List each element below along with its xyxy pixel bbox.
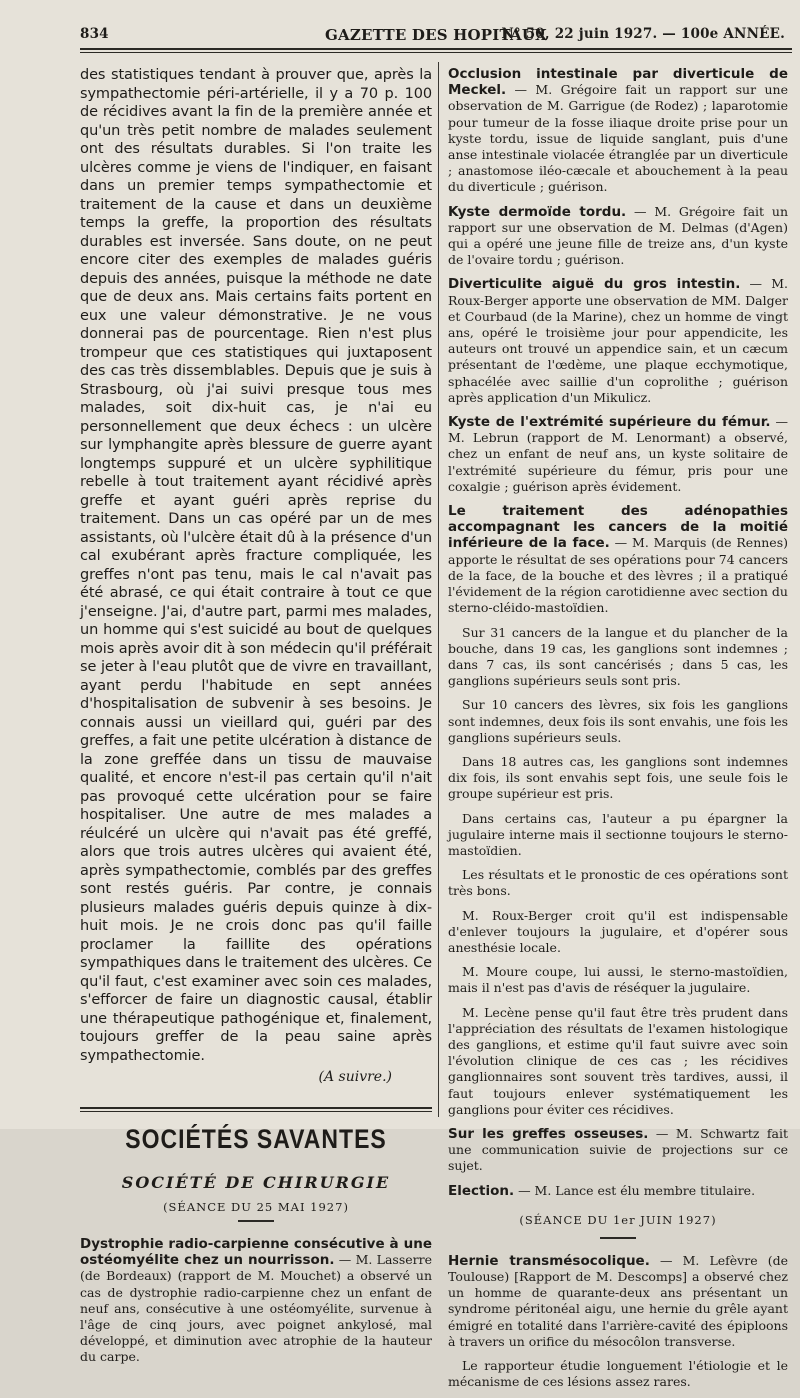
right-column [448,66,788,1398]
report-heading: Kyste de l'extrémité supérieure du fémur. [448,414,771,431]
header-rule-thin [80,52,792,53]
report-item [448,1183,788,1199]
report-body: — M. Grégoire fait un rapport sur une observation de M. Delmas (d'Agen) qui a opéré une jeune fille de treize ans, d'un kyste de l'ovaire tordu ; guérison. [448,203,788,268]
report-heading: Le traitement des adénopathies accompagnant les cancers de la moitié inférieure de la face. [448,503,788,552]
paragraph: Sur 31 cancers de la langue et du plancher de la bouche, dans 19 cas, les ganglions sont indemnes ; dans 7 cas, ils sont cancérisés ; dans 5 cas, les ganglions supérieurs seuls sont pris. [448,624,788,689]
to-be-continued: (A suivre.) [318,1069,392,1085]
paragraph: Les résultats et le pronostic de ces opérations sont très bons. [448,867,788,899]
report-body: — M. Lebrun (rapport de M. Lenormant) a observé, chez un enfant de neuf ans, un kyste solitaire de l'extrémité supérieure du fémur, pris pour une coxalgie ; guérison après évidement. [448,414,788,494]
report-heading: Hernie transmésocolique. [448,1252,650,1269]
report-heading: Occlusion intestinale par diverticule de Meckel. [448,66,788,99]
page-number: 834 [80,26,109,42]
left-column [80,66,432,1370]
paragraph: Dans certains cas, l'auteur a pu épargner la jugulaire interne mais il sectionne toujours le sterno-mastoïdien. [448,810,788,858]
report-heading: Election. [448,1182,515,1199]
section-title: SOCIÉTÉS SAVANTES [125,1123,387,1154]
journal-title: GAZETTE DES HOPITAUX [325,26,548,44]
report-body: — M. Grégoire fait un rapport sur une observation de M. Garrigue (de Rodez) ; laparotomie pour tumeur de la fosse iliaque droite prise pour un kyste tordu, issue de liquide sanglant, puis d'une anse intestinale violacée étranglée par un diverticule ; anastomose iléo-cæcale et abouchement à la peau du diverticule ; guérison. [448,82,788,195]
report-body: — M. Roux-Berger apporte une observation de MM. Dalger et Courbaud (de la Marine), chez un homme de vingt ans, opéré le troisième jour pour appendicite, les auteurs ont trouvé un appendice sain, et un cæcum présentant de l'œdème, une plaque ecchymotique, sphacélée avec saillie d'un coprolithe ; guérison après application d'un Mikulicz. [448,276,788,405]
column-divider [438,62,439,1117]
report-item [448,1126,788,1175]
report-item [448,1253,788,1350]
paragraph: M. Lecène pense qu'il faut être très prudent dans l'appréciation des résultats de l'examen histologique des ganglions, et estime qu'il faut suivre avec soin l'évolution clinique de ces cas ; les récidives ganglionnaires sont souvent très tardives, aussi, il faut toujours enlever systématiquement les ganglions pour éviter ces récidives. [448,1004,788,1117]
paragraph: M. Roux-Berger croit qu'il est indispensable d'enlever toujours la jugulaire, et d'opérer sous anesthésie locale. [448,907,788,955]
short-rule [238,1220,274,1222]
paragraph: M. Moure coupe, lui aussi, le sterno-mastoïdien, mais il n'est pas d'avis de réséquer la jugulaire. [448,964,788,996]
report-item [448,66,788,196]
report-item [448,414,788,495]
report-body: — M. Marquis (de Rennes) apporte le résultat de ses opérations pour 74 cancers de la face, de la bouche et des lèvres ; il a pratiqué l'évidement de la région carotidienne avec section du sterno-cléido-mastoïdien. [448,535,788,616]
short-rule [600,1237,636,1239]
report-heading: Dystrophie radio-carpienne consécutive à une ostéomyélite chez un nourrisson. [80,1236,432,1269]
section-rule [80,1107,432,1109]
page-header [80,26,785,50]
report-heading: Diverticulite aiguë du gros intestin. [448,276,741,293]
report-body: — M. Lance est élu membre titulaire. [514,1182,756,1198]
report-heading: Sur les greffes osseuses. [448,1125,649,1142]
issue-info: N° 50, 22 juin 1927. — 100e ANNÉE. [501,26,785,42]
paragraph: Le rapporteur étudie longuement l'étiologie et le mécanisme de ces lésions assez rares. [448,1358,788,1390]
session-date: (SÉANCE DU 1er JUIN 1927) [519,1212,717,1227]
header-rule [80,48,792,50]
report-heading: Kyste dermoïde tordu. [448,203,627,220]
report-body: — M. Lasserre (de Bordeaux) (rapport de M. Mouchet) a observé un cas de dystrophie radio-carpienne chez un enfant de neuf ans, consécutive à une ostéomyélite, survenue à l'âge de cinq jours, avec poignet ankylosé, mal développé, et diminution avec atrophie de la hauteur du carpe. [80,1252,432,1365]
paragraph: Dans 18 autres cas, les ganglions sont indemnes dix fois, ils sont envahis sept fois, une seule fois le groupe supérieur est pris. [448,753,788,802]
report-item [80,1236,432,1366]
section-rule-thin [80,1111,432,1112]
report-item [448,204,788,269]
report-body: — M. Lefèvre (de Toulouse) [Rapport de M. Descomps] a observé chez un homme de quarante-deux ans présentant un syndrome péritonéal aigu, une hernie du grêle ayant émigré en totalité dans l'arrière-cavité des épiploons à travers un orifice du mésocôlon transverse. [448,1252,788,1349]
report-item [448,503,788,616]
paragraph: Sur 10 cancers des lèvres, six fois les ganglions sont indemnes, deux fois ils sont envahis, une fois les ganglions supérieurs seuls. [448,697,788,745]
society-title: SOCIÉTÉ DE CHIRURGIE [121,1173,391,1192]
report-body: — M. Schwartz fait une communication suivie de projections sur ce sujet. [448,1125,788,1174]
article-continuation: des statistiques tendant à prouver que, après la sympathectomie péri-artérielle, il y a 70 p. 100 de récidives avant la fin de la première année et qu'un très petit nombre de malades seulement ont des résultats durables. Si l'on traite les ulcères comme je viens de l'indiquer, en faisant dans un premier temps sympathectomie et traitement de la cause et dans un deuxième temps la greffe, la proportion des résultats durables est inversée. Sans doute, on ne peut encore citer des exemples de malades guéris depuis des années, puisque la méthode ne date que de deux ans. Mais certains faits portent en eux une valeur démonstrative. Je ne vous donnerai pas de pourcentage. Rien n'est plus trompeur que ces statistiques qui juxtaposent des cas très dissemblables. Depuis que je suis à Strasbourg, où j'ai suivi presque tous mes malades, soit dix-huit cas, je n'ai eu personnellement que deux échecs : un ulcère sur lymphangite après blessure de guerre ayant longtemps suppuré et un ulcère syphilitique rebelle à tout traitement ayant récidivé après greffe et ayant guéri après reprise du traitement. Dans un cas opéré par un de mes assistants, où l'ulcère était dû à la présence d'un cal exubérant après fracture compliquée, les greffes n'ont pas tenu, mais le cal n'avait pas été abrasé, ce qui était contraire à tout ce que j'enseigne. J'ai, d'autre part, parmi mes malades, un homme qui s'est suicidé au bout de quelques mois après avoir dit à son médecin qu'il préférait se jeter à l'eau plutôt que de vivre en travaillant, ayant perdu l'habitude en sept années d'hospitalisation de subvenir à ses besoins. Je connais aussi un vieillard qui, guéri par des greffes, a fait une petite ulcération à distance de la zone greffée dans un tissu de mauvaise qualité, et encore n'est-il pas certain qu'il n'ait pas provoqué cette ulcération pour se faire hospitaliser. Une autre de mes malades a réulcéré un ulcère qui n'avait pas été greffé, alors que trois autres ulcères qui avaient été, après sympathectomie, comblés par des greffes sont restés guéris. Par contre, je connais plusieurs malades guéris depuis quinze à dix-huit mois. Je ne crois donc pas qu'il faille proclamer la faillite des opérations sympathiques dans le traitement des ulcères. Ce qu'il faut, c'est examiner avec soin ces malades, s'efforcer de faire un diagnostic causal, établir une thérapeutique pathogénique et, finalement, toujours greffer de la peau saine après sympathectomie. [80,67,432,1064]
report-item [448,276,788,406]
session-date: (SÉANCE DU 25 MAI 1927) [163,1200,349,1214]
